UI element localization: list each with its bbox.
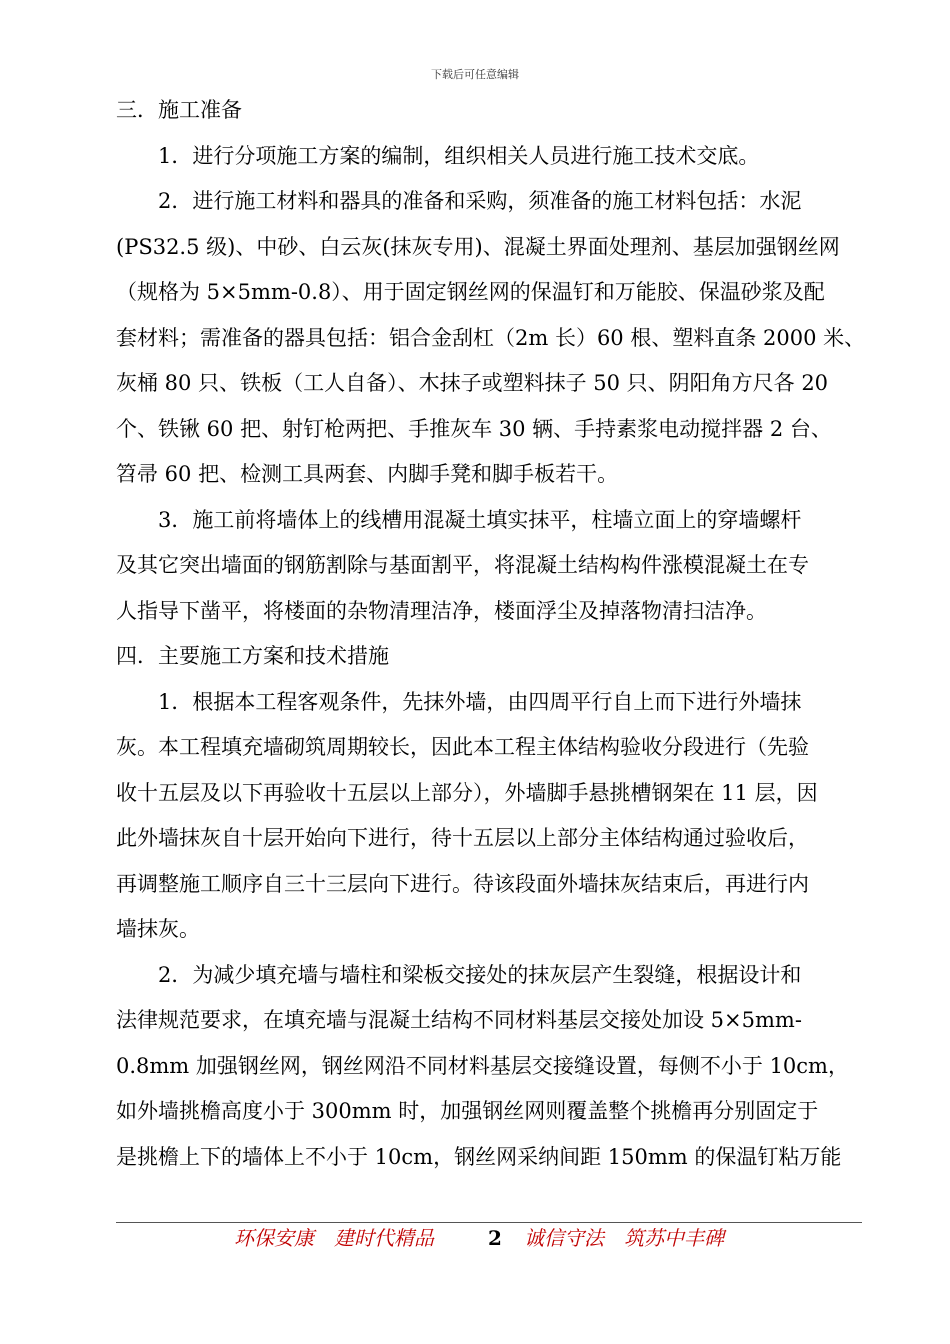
- header-note: 下载后可任意编辑: [431, 68, 519, 81]
- paragraph-line: 及其它突出墙面的钢筋割除与基面割平，将混凝土结构构件涨模混凝土在专: [116, 553, 809, 577]
- paragraph-line: 收十五层及以下再验收十五层以上部分），外墙脚手悬挑槽钢架在 11 层，因: [116, 780, 818, 805]
- footer-right-motto: 诚信守法 筑苏中丰碑: [524, 1226, 724, 1250]
- paragraph-line: 如外墙挑檐高度小于 300mm 时，加强钢丝网则覆盖整个挑檐再分别固定于: [116, 1099, 819, 1123]
- paragraph-line: 个、铁锹 60 把、射钉枪两把、手推灰车 30 辆、手持素浆电动搅拌器 2 台、: [116, 416, 832, 441]
- paragraph-line: 1．根据本工程客观条件，先抹外墙，由四周平行自上而下进行外墙抹: [158, 689, 802, 714]
- paragraph-line: 灰。本工程填充墙砌筑周期较长，因此本工程主体结构验收分段进行（先验: [116, 735, 809, 759]
- paragraph-line: 是挑檐上下的墙体上不小于 10cm，钢丝网采纳间距 150mm 的保温钉粘万能: [116, 1144, 842, 1169]
- paragraph-line: 套材料；需准备的器具包括：铝合金刮杠（2m 长）60 根、塑料直条 2000 米、: [116, 325, 866, 350]
- paragraph-line: 法律规范要求，在填充墙与混凝土结构不同材料基层交接处加设 5×5mm-: [116, 1008, 802, 1032]
- paragraph-line: 人指导下凿平，将楼面的杂物清理洁净，楼面浮尘及掉落物清扫洁净。: [116, 598, 767, 623]
- paragraph-line: 再调整施工顺序自三十三层向下进行。待该段面外墙抹灰结束后，再进行内: [116, 871, 809, 896]
- paragraph-line: 笤帚 60 把、检测工具两套、内脚手凳和脚手板若干。: [116, 462, 619, 486]
- paragraph-line: 1．进行分项施工方案的编制，组织相关人员进行施工技术交底。: [158, 143, 760, 168]
- page-number: 2: [488, 1226, 502, 1250]
- paragraph-line: 3．施工前将墙体上的线槽用混凝土填实抹平，柱墙立面上的穿墙螺杆: [158, 507, 802, 532]
- footer-left-motto: 环保安康 建时代精品: [234, 1226, 434, 1250]
- document-body: [116, 88, 866, 1180]
- paragraph-line: 2．进行施工材料和器具的准备和采购，须准备的施工材料包括：水泥: [158, 189, 802, 213]
- paragraph-line: （规格为 5×5mm-0.8）、用于固定钢丝网的保温钉和万能胶、保温砂浆及配: [116, 280, 825, 304]
- paragraph-line: 墙抹灰。: [116, 917, 200, 941]
- paragraph-line: 0.8mm 加强钢丝网，钢丝网沿不同材料基层交接缝设置，每侧不小于 10cm，: [116, 1053, 849, 1078]
- paragraph-line: 灰桶 80 只、铁板（工人自备）、木抹子或塑料抹子 50 只、阴阳角方尺各 20: [116, 371, 829, 395]
- paragraph-line: (PS32.5 级)、中砂、白云灰(抹灰专用)、混凝土界面处理剂、基层加强钢丝网: [116, 234, 840, 259]
- paragraph-line: 此外墙抹灰自十层开始向下进行，待十五层以上部分主体结构通过验收后，: [116, 826, 809, 850]
- paragraph-line: 2．为减少填充墙与墙柱和梁板交接处的抹灰层产生裂缝，根据设计和: [158, 962, 802, 987]
- page-footer: [116, 1222, 862, 1256]
- section-heading: 三．施工准备: [116, 98, 242, 122]
- section-heading: 四．主要施工方案和技术措施: [116, 644, 389, 668]
